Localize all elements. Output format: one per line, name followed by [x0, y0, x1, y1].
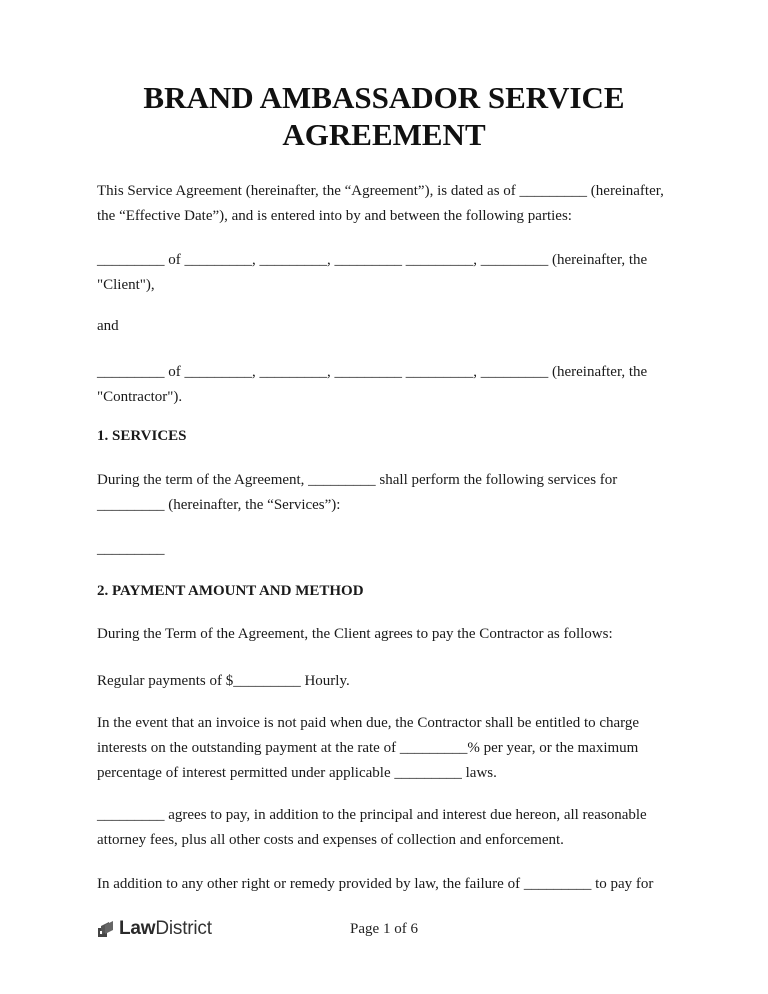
contractor-party-paragraph [97, 360, 677, 410]
remedy-line-1: In addition to any other right or remedy provided by law, the failure of _________ to pay for [97, 876, 654, 892]
collection-line-1: _________ agrees to pay, in addition to the principal and interest due hereon, all reasonable [97, 807, 647, 823]
payment-intro: During the Term of the Agreement, the Client agrees to pay the Contractor as follows: [97, 626, 613, 642]
contractor-line-2: "Contractor"). [97, 389, 183, 405]
services-paragraph [97, 468, 677, 518]
section-1-heading: 1. SERVICES [97, 428, 187, 444]
intro-line-2: the “Effective Date”), and is entered into by and between the following parties: [97, 208, 572, 224]
regular-payments: Regular payments of $_________ Hourly. [97, 673, 350, 689]
logo-wordmark-bold: Law [119, 918, 156, 939]
and-text: and [97, 318, 119, 334]
collection-line-2: attorney fees, plus all other costs and expenses of collection and enforcement. [97, 832, 564, 848]
intro-line-1: This Service Agreement (hereinafter, the “Agreement”), is dated as of _________ (hereinafter, [97, 183, 664, 199]
collection-costs-paragraph [97, 803, 677, 853]
page-number: Page 1 of 6 [350, 921, 418, 937]
remedy-paragraph [97, 872, 677, 897]
intro-paragraph [97, 179, 677, 229]
logo-wordmark-regular: District [155, 918, 212, 939]
services-blank: _________ [97, 541, 165, 557]
late-payment-line-2: interests on the outstanding payment at the rate of _________% per year, or the maximum [97, 740, 639, 756]
contractor-line-1: _________ of _________, _________, _________ _________, _________ (hereinafter, the [97, 364, 648, 380]
services-line-2: _________ (hereinafter, the “Services”): [97, 497, 341, 513]
late-payment-line-3: percentage of interest permitted under applicable _________ laws. [97, 765, 497, 781]
client-line-1: _________ of _________, _________, _________ _________, _________ (hereinafter, the [97, 252, 648, 268]
document-title [96, 79, 672, 153]
section-2-heading: 2. PAYMENT AMOUNT AND METHOD [97, 583, 364, 599]
late-payment-paragraph [97, 711, 677, 786]
title-line-1: BRAND AMBASSADOR SERVICE [143, 80, 625, 115]
client-party-paragraph [97, 248, 677, 298]
services-line-1: During the term of the Agreement, _________ shall perform the following services for [97, 472, 618, 488]
late-payment-line-1: In the event that an invoice is not paid when due, the Contractor shall be entitled to charge [97, 715, 640, 731]
title-line-2: AGREEMENT [282, 117, 486, 152]
client-line-2: "Client"), [97, 277, 155, 293]
